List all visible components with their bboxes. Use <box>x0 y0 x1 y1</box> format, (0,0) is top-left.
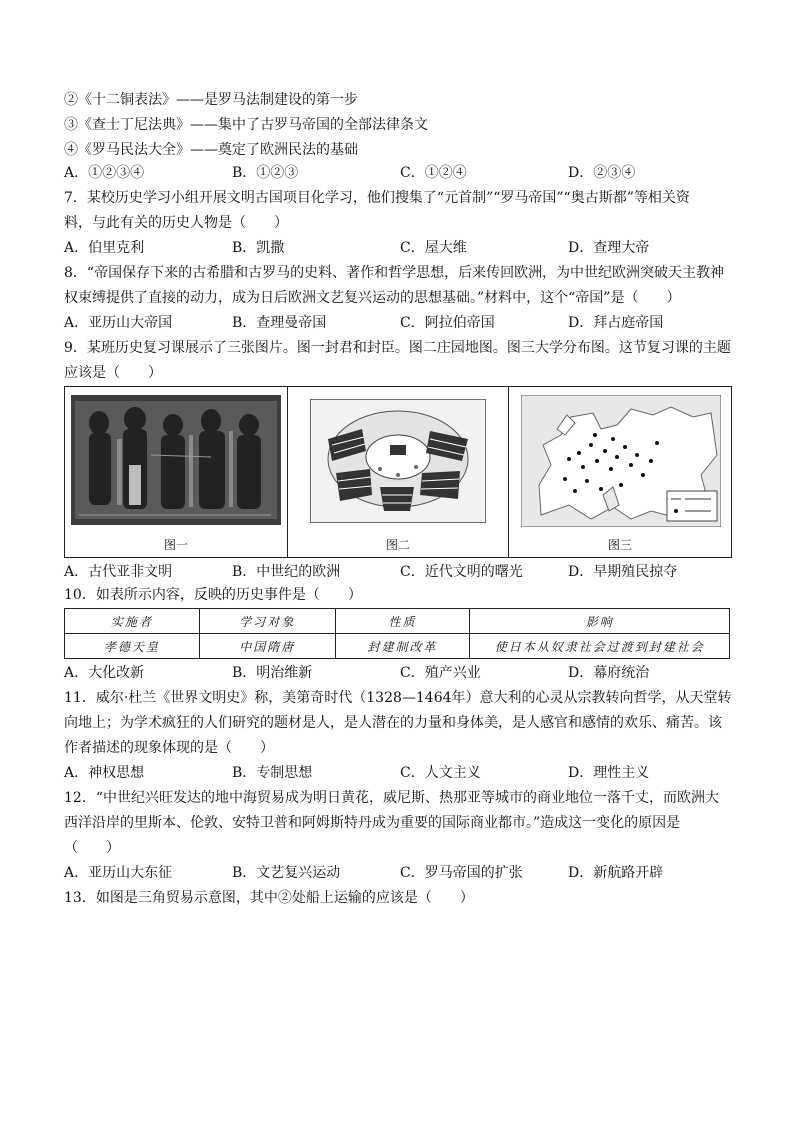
q8-stem-line-2: 权束缚提供了直接的动力，成为日后欧洲文艺复兴运动的思想基础。”材料中，这个“帝国”是（ ） <box>64 290 681 306</box>
q6-item-3: ③《查士丁尼法典》——集中了古罗马帝国的全部法律条文 <box>64 117 428 133</box>
q10-option-a[interactable]: A．大化改新 <box>64 665 145 681</box>
q10-cell-nature: 封建制改革 <box>335 634 470 659</box>
university-distribution-map-image <box>521 395 721 527</box>
q8-option-a[interactable]: A．亚历山大帝国 <box>64 315 173 331</box>
q11-stem-line-1: 11．威尔·杜兰《世界文明史》称，美第奇时代（1328—1464年）意大利的心灵从宗教转向哲学，从天堂转 <box>64 690 732 706</box>
figure-2-cell <box>288 387 509 557</box>
q6-option-b[interactable]: B．①②③ <box>232 165 299 181</box>
q7-stem-line-1: 7．某校历史学习小组开展文明古国项目化学习，他们搜集了“元首制”“罗马帝国”“奥古斯都”等相关资 <box>64 190 690 206</box>
q8-option-d[interactable]: D．拜占庭帝国 <box>568 315 664 331</box>
q6-option-c[interactable]: C．①②④ <box>400 165 467 181</box>
q10-table-row <box>65 634 730 659</box>
q11-stem-line-2: 向地上；为学术疯狂的人们研究的题材是人，是人潜在的力量和身体美，是人感官和感情的欢乐、痛苦。该 <box>64 715 722 731</box>
q10-table <box>64 608 730 659</box>
q10-options <box>64 663 734 683</box>
q10-stem: 10．如表所示内容，反映的历史事件是（ ） <box>64 587 362 603</box>
q9-option-d[interactable]: D．早期殖民掠夺 <box>568 564 678 580</box>
q11-option-b[interactable]: B．专制思想 <box>232 765 313 781</box>
q6-option-d[interactable]: D．②③④ <box>568 165 636 181</box>
q10-table-header-row <box>65 609 730 634</box>
q12-option-b[interactable]: B．文艺复兴运动 <box>232 865 341 881</box>
q12-option-a[interactable]: A．亚历山大东征 <box>64 865 173 881</box>
q12-option-c[interactable]: C．罗马帝国的扩张 <box>400 865 523 881</box>
q9-option-c[interactable]: C．近代文明的曙光 <box>400 564 523 580</box>
q12-stem-line-3: （ ） <box>64 840 120 856</box>
q8-option-c[interactable]: C．阿拉伯帝国 <box>400 315 495 331</box>
q9-options <box>64 562 734 582</box>
figure-1-caption: 图一 <box>163 538 188 552</box>
q11-option-a[interactable]: A．神权思想 <box>64 765 145 781</box>
figure-3-caption: 图三 <box>607 538 632 552</box>
q10-option-c[interactable]: C．殖产兴业 <box>400 665 481 681</box>
q10-cell-impact: 使日本从奴隶社会过渡到封建社会 <box>470 634 730 659</box>
q9-stem-line-1: 9．某班历史复习课展示了三张图片。图一封君和封臣。图二庄园地图。图三大学分布图。这节复习课的主题 <box>64 340 731 356</box>
q10-header-implementer: 实施者 <box>65 609 200 634</box>
q13-stem: 13．如图是三角贸易示意图，其中②处船上运输的应该是（ ） <box>64 890 474 906</box>
q10-header-nature: 性质 <box>335 609 470 634</box>
q11-stem-line-3: 作者描述的现象体现的是（ ） <box>64 740 274 756</box>
q7-option-d[interactable]: D．查理大帝 <box>568 240 650 256</box>
q11-option-c[interactable]: C．人文主义 <box>400 765 481 781</box>
q12-option-d[interactable]: D．新航路开辟 <box>568 865 664 881</box>
q8-options <box>64 313 734 333</box>
figure-1-cell <box>65 387 288 557</box>
q9-option-b[interactable]: B．中世纪的欧洲 <box>232 564 341 580</box>
q11-options <box>64 763 734 783</box>
q10-option-b[interactable]: B．明治维新 <box>232 665 313 681</box>
q10-cell-learning-target: 中国隋唐 <box>199 634 335 659</box>
figure-3-cell <box>509 387 731 557</box>
q12-options <box>64 863 734 883</box>
q10-header-learning-target: 学习对象 <box>199 609 335 634</box>
q10-cell-implementer: 孝德天皇 <box>65 634 200 659</box>
q7-stem-line-2: 料，与此有关的历史人物是（ ） <box>64 215 288 231</box>
q7-option-c[interactable]: C．屋大维 <box>400 240 467 256</box>
q7-options <box>64 238 734 258</box>
q9-image-panel <box>64 386 732 558</box>
q6-item-2: ②《十二铜表法》——是罗马法制建设的第一步 <box>64 92 358 108</box>
q6-option-a[interactable]: A．①②③④ <box>64 165 145 181</box>
q8-stem-line-1: 8．“帝国保存下来的古希腊和古罗马的史料、著作和哲学思想，后来传回欧洲，为中世纪欧洲突破天主教神 <box>64 265 725 281</box>
q6-item-4: ④《罗马民法大全》——奠定了欧洲民法的基础 <box>64 142 358 158</box>
q6-options <box>64 163 734 183</box>
q12-stem-line-1: 12．“中世纪兴旺发达的地中海贸易成为明日黄花，威尼斯、热那亚等城市的商业地位一落千丈，而欧洲大 <box>64 790 719 806</box>
q9-option-a[interactable]: A．古代亚非文明 <box>64 564 173 580</box>
q10-option-d[interactable]: D．幕府统治 <box>568 665 650 681</box>
figure-2-caption: 图二 <box>385 538 410 552</box>
manor-map-image <box>310 399 486 523</box>
q12-stem-line-2: 西洋沿岸的里斯本、伦敦、安特卫普和阿姆斯特丹成为重要的国际商业都市。”造成这一变化的原因是 <box>64 815 681 831</box>
q9-stem-line-2: 应该是（ ） <box>64 365 162 381</box>
q11-option-d[interactable]: D．理性主义 <box>568 765 650 781</box>
q7-option-a[interactable]: A．伯里克利 <box>64 240 145 256</box>
lord-and-vassal-relief-image <box>71 395 281 525</box>
q7-option-b[interactable]: B．凯撒 <box>232 240 285 256</box>
q8-option-b[interactable]: B．查理曼帝国 <box>232 315 327 331</box>
q10-header-impact: 影响 <box>470 609 730 634</box>
